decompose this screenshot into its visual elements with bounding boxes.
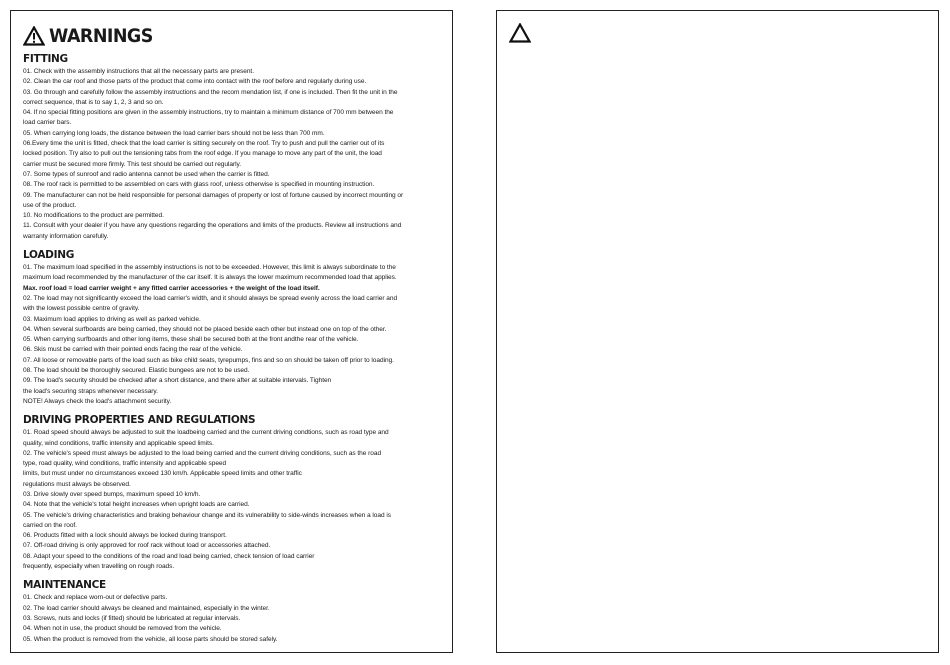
driving-line: 06. Products fitted with a lock should always be locked during transport. (23, 532, 227, 540)
maintenance-lines (23, 593, 443, 644)
driving-line: limits, but must under no circumstances exceed 130 km/h. Applicable speed limits and other traffic (23, 470, 302, 478)
driving-line: 03. Drive slowly over speed bumps, maximum speed 10 km/h. (23, 490, 201, 498)
fitting-line: 06.Every time the unit is fitted, check that the load carrier is sitting securely on the roof. Try to push and pull the carrier out of its (23, 140, 385, 148)
page-title: WARNINGS (49, 25, 153, 47)
title-row (23, 25, 443, 47)
loading-line: maximum load recommended by the manufacturer of the car itself. It is always the lower maximum recommended load that applies. (23, 274, 397, 282)
maintenance-line: 01. Check and replace worn-out or defective parts. (23, 594, 168, 602)
loading-line: 04. When several surfboards are being carried, they should not be placed beside each other but instead one on top of the other. (23, 325, 387, 333)
driving-line: quality, wind conditions, traffic intensity and applicable speed limits. (23, 439, 214, 447)
fitting-line: correct sequence, that is to say 1, 2, 3 and so on. (23, 98, 164, 106)
driving-line: 02. The vehicle's speed must always be adjusted to the load being carried and the current driving conditions, such as the road (23, 449, 382, 457)
fitting-line: use of the product. (23, 201, 77, 209)
driving-line: 05. The vehicle's driving characteristics and braking behaviour change and its vulnerability to side-winds increases when a load is (23, 511, 391, 519)
section-heading-loading: LOADING (23, 249, 75, 262)
loading-line: 03. Maximum load applies to driving as well as parked vehicle. (23, 315, 201, 323)
loading-line: NOTE! Always check the load's attachment security. (23, 397, 172, 405)
fitting-line: 07. Some types of sunroof and radio antenna cannot be used when the carrier is fitted. (23, 170, 270, 178)
loading-line: 06. Skis must be carried with their pointed ends facing the rear of the vehicle. (23, 346, 243, 354)
loading-line: 01. The maximum load specified in the assembly instructions is not to be exceeded. However, this limit is always subordinate to the (23, 264, 396, 272)
fitting-line: warranty information carefully. (23, 232, 109, 240)
fitting-line: 01. Check with the assembly instructions that all the necessary parts are present. (23, 68, 254, 75)
maintenance-line: 04. When not in use, the product should be removed from the vehicle. (23, 625, 222, 633)
right-page (496, 10, 939, 653)
driving-line: 01. Road speed should always be adjusted to suit the loadbeing carried and the current driving condtions, such as road type and (23, 429, 389, 437)
section-fitting (23, 53, 443, 242)
fitting-line: 02. Clean the car roof and those parts of the product that come into contact with the roof before and regularly during use. (23, 78, 367, 86)
loading-line: 02. The load may not significantly exceed the load carrier's width, and it should always be spread evenly across the load carrier and (23, 294, 398, 302)
section-heading-maintenance: MAINTENANCE (23, 579, 106, 592)
fitting-line: 08. The roof rack is permitted to be assembled on cars with glass roof, unless otherwise is specified in mounting instruction. (23, 181, 375, 189)
loading-lines (23, 263, 443, 407)
driving-line: 04. Note that the vehicle's total height increases when upright loads are carried. (23, 501, 250, 509)
driving-line: 07. Off-road driving is only approved for roof rack without load or accessories attached. (23, 542, 271, 550)
maintenance-line: 05. When the product is removed from the vehicle, all loose parts should be stored safely. (23, 635, 278, 643)
fitting-line: 03. Go through and carefully follow the assembly instructions and the recom mendation list, if one is included. Then fit the unit in the (23, 88, 398, 96)
driving-lines (23, 428, 443, 572)
fitting-line: 09. The manufacturer can not be held responsible for personal damages of property or lost of fortune caused by incorrect mounting or (23, 191, 404, 199)
driving-line: regulations must always be observed. (23, 480, 131, 488)
fitting-line: 04. If no special fitting positions are given in the assembly instructions, try to maintain a minimum distance of 700 mm between the (23, 109, 394, 117)
fitting-lines (23, 67, 443, 242)
loading-line: 09. The load's security should be checked after a short distance, and there after at suitable intervals. Tighten (23, 377, 332, 385)
warnings-content (23, 25, 443, 652)
section-heading-fitting: FITTING (23, 53, 68, 65)
left-page (10, 10, 453, 653)
section-loading (23, 249, 443, 407)
warning-triangle-icon (509, 23, 531, 43)
fitting-line: carrier must be secured more firmly. This test should be carried out regularly. (23, 160, 242, 168)
driving-line: frequently, especially when travelling on rough roads. (23, 563, 175, 571)
driving-line: type, road quality, wind conditions, traffic intensity and applicable speed (23, 460, 227, 468)
driving-line: 08. Adapt your speed to the conditions of the road and load being carried, check tension of load carrier (23, 552, 315, 560)
driving-line: carried on the roof. (23, 521, 77, 529)
fitting-line: locked position. Try also to pull out the tensioning tabs from the roof edge. If you manage to move any part of the unit, the load (23, 150, 382, 158)
fitting-line: 11. Consult with your dealer if you have any questions regarding the operations and limits of the products. Review all instructions and (23, 222, 402, 230)
loading-line: the load's securing straps whenever necessary. (23, 387, 158, 395)
loading-line: 05. When carrying surfboards and other long items, these shall be secured both at the front andthe rear of the vehicle. (23, 336, 359, 344)
loading-line: 08. The load should be thoroughly secured. Elastic bungees are not to be used. (23, 367, 250, 375)
fitting-line: 05. When carrying long loads, the distance between the load carrier bars should not be less than 700 mm. (23, 129, 325, 137)
loading-line: 07. All loose or removable parts of the load such as bike child seats, tyrepumps, fins and so on should be taken off prior to loading. (23, 356, 394, 364)
maintenance-line: 02. The load carrier should always be cleaned and maintained, especially in the winter. (23, 604, 270, 612)
loading-line: with the lowest possible centre of gravity. (23, 305, 140, 313)
maintenance-line: 03. Screws, nuts and locks (if fitted) should be lubricated at regular intervals. (23, 614, 241, 622)
loading-line: Max. roof load = load carrier weight + any fitted carrier accessories + the weight of the load itself. (23, 284, 320, 292)
section-heading-driving: DRIVING PROPERTIES AND REGULATIONS (23, 414, 256, 427)
fitting-line: 10. No modifications to the product are permitted. (23, 212, 164, 220)
section-driving (23, 414, 443, 572)
section-maintenance (23, 579, 443, 644)
fitting-line: load carrier bars. (23, 119, 72, 127)
warning-triangle-icon (23, 26, 45, 46)
